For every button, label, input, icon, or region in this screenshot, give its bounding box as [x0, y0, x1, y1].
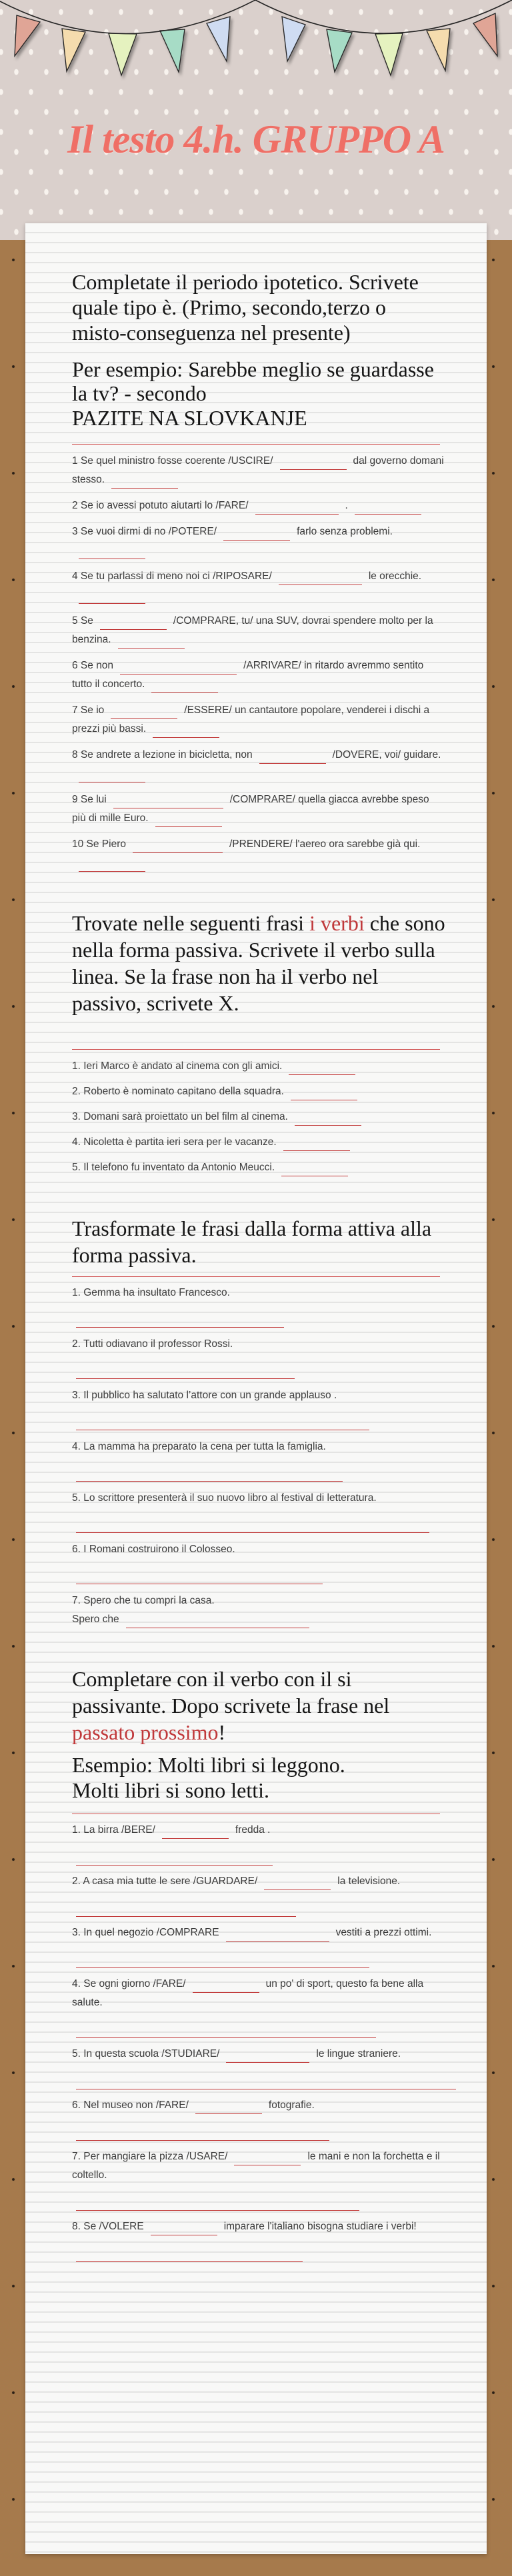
answer-line-input[interactable]	[76, 1559, 323, 1584]
item-text: 10 Se Piero	[72, 838, 126, 850]
item-text: /DOVERE, voi/ guidare.	[332, 749, 441, 760]
exercise-item	[72, 1821, 445, 1840]
item-text: 2. Tutti odiavano il professor Rossi.	[72, 1338, 233, 1350]
item-text: le lingue straniere.	[316, 2048, 401, 2059]
exercise-item	[72, 1386, 445, 1405]
answer-blank-input[interactable]	[155, 817, 222, 827]
exercise-item	[72, 1284, 445, 1302]
item-text: 9 Se lui	[72, 794, 107, 805]
answer-blank-input[interactable]	[79, 862, 145, 872]
item-text: 1. Ieri Marco è andato al cinema con gli amici.	[72, 1060, 283, 1072]
answer-line-input[interactable]	[76, 2236, 303, 2262]
exercise-item	[72, 1158, 445, 1177]
highlighted-text: passato prossimo	[72, 1720, 219, 1744]
item-text: 3 Se vuoi dirmi di no /POTERE/	[72, 526, 217, 537]
item-text: 3. Il pubblico ha salutato l’attore con un grande applauso .	[72, 1390, 337, 1401]
answer-blank-input[interactable]	[151, 2225, 217, 2235]
exercise-item	[72, 1872, 445, 1891]
answer-blank-input[interactable]	[195, 2104, 262, 2114]
pennant	[160, 29, 185, 72]
answer-blank-input[interactable]	[100, 620, 167, 630]
exercise-item	[72, 701, 445, 738]
exercise-item	[72, 1133, 445, 1152]
answer-line-input[interactable]	[76, 2185, 359, 2211]
exercise-item	[72, 567, 445, 605]
exercise-item	[72, 1438, 445, 1456]
exercise-item	[72, 2217, 445, 2236]
exercise-item	[72, 1489, 445, 1508]
item-text: /COMPRARE, tu/ una SUV, dovrai spendere molto per la benzina.	[72, 615, 433, 645]
item-text: 2 Se io avessi potuto aiutarti lo /FARE/	[72, 500, 249, 511]
answer-blank-input[interactable]	[111, 709, 177, 719]
exercise-item	[72, 1975, 445, 2012]
exercise-item	[72, 835, 445, 872]
item-text: 7. Spero che tu compri la casa.	[72, 1595, 215, 1606]
exercise-item	[72, 2147, 445, 2185]
pennant	[327, 29, 352, 72]
item-text: .	[345, 500, 348, 511]
pennant	[109, 33, 137, 75]
item-text: 4. Nicoletta è partita ieri sera per le vacanze.	[72, 1136, 277, 1148]
item-text: la televisione.	[337, 1876, 401, 1887]
answer-blank-input[interactable]	[226, 2053, 309, 2063]
item-text: 1 Se quel ministro fosse coerente /USCIRE/	[72, 455, 273, 467]
bunting-string	[0, 0, 512, 34]
exercise-section	[72, 1666, 445, 2262]
exercise-item	[72, 452, 445, 489]
instruction-text: Completate il periodo ipotetico. Scrivete quale tipo è. (Primo, secondo,terzo o misto-conseguenza nel presente)	[72, 270, 419, 345]
item-text: le mani e non la forchetta e il coltello.	[72, 2151, 440, 2181]
exercise-section	[72, 269, 445, 872]
instruction-example	[72, 357, 445, 405]
instruction-text: Trovate nelle seguenti frasi	[72, 911, 310, 935]
item-text: 5 Se	[72, 615, 93, 627]
instruction-text: !	[218, 1720, 226, 1744]
answer-blank-input[interactable]	[234, 2155, 301, 2165]
answer-line-input[interactable]	[76, 1942, 369, 1968]
exercise-item	[72, 1082, 445, 1101]
item-text: 6. I Romani costruirono il Colosseo.	[72, 1544, 235, 1555]
item-text: fredda .	[235, 1824, 271, 1836]
exercise-item	[72, 1540, 445, 1559]
exercise-item	[72, 1335, 445, 1354]
item-text: 4. Se ogni giorno /FARE/	[72, 1978, 186, 1989]
answer-blank-input[interactable]	[120, 664, 237, 674]
item-text: 6. Nel museo non /FARE/	[72, 2099, 189, 2111]
answer-blank-input[interactable]	[111, 479, 178, 489]
item-text: imparare l'italiano bisogna studiare i verbi!	[223, 2221, 417, 2232]
pennant	[375, 33, 403, 75]
item-text: 1. Gemma ha insultato Francesco.	[72, 1287, 230, 1298]
pennant	[282, 17, 305, 61]
answer-blank-input[interactable]	[255, 505, 339, 515]
item-text: 7 Se io	[72, 704, 105, 716]
exercise-item	[72, 656, 445, 694]
item-text: 1. La birra /BERE/	[72, 1824, 155, 1836]
instruction-text: che sono nella forma passiva. Scrivete il verbo sulla linea. Se la frase non ha il verbo nel passivo, scrivete X.	[72, 911, 445, 1015]
pennant	[427, 29, 450, 71]
exercise-item	[72, 612, 445, 649]
exercise-instructions	[72, 1666, 445, 1746]
pennant	[62, 29, 85, 71]
answer-line-input[interactable]	[76, 1891, 296, 1917]
answer-blank-input[interactable]	[264, 1880, 331, 1890]
instruction-text: Completare con il verbo con il si passivante. Dopo scrivete la frase nel	[72, 1667, 390, 1718]
item-text: Spero che	[72, 1614, 119, 1625]
answer-blank-input[interactable]	[283, 1141, 350, 1151]
item-text: farlo senza problemi.	[297, 526, 393, 537]
answer-blank-input[interactable]	[226, 1932, 329, 1941]
exercise-section	[72, 910, 445, 1177]
answer-blank-input[interactable]	[279, 575, 362, 585]
pennant	[207, 17, 230, 61]
exercise-item	[72, 1057, 445, 1076]
answer-line-input[interactable]	[76, 1840, 273, 1866]
answer-line-input[interactable]	[76, 2063, 456, 2089]
answer-blank-input[interactable]	[355, 505, 421, 515]
item-text: 5. Lo scrittore presenterà il suo nuovo libro al festival di letteratura.	[72, 1492, 377, 1504]
item-text: /COMPRARE/ quella giacca avrebbe speso più di mille Euro.	[72, 794, 429, 824]
answer-line-input[interactable]	[76, 2115, 329, 2141]
answer-blank-input[interactable]	[151, 683, 218, 693]
item-text: 8 Se andrete a lezione in bicicletta, non	[72, 749, 253, 760]
item-text: 2. Roberto è nominato capitano della squadra.	[72, 1086, 284, 1097]
worksheet-content	[72, 269, 445, 2269]
exercise-item	[72, 1592, 445, 1629]
exercise-item	[72, 1924, 445, 1942]
page-title: Il testo 4.h. GRUPPO A	[67, 117, 445, 161]
exercise-section	[72, 1215, 445, 1629]
answer-line-input[interactable]	[76, 1302, 284, 1328]
item-text: 2. A casa mia tutte le sere /GUARDARE/	[72, 1876, 258, 1887]
instruction-example	[72, 405, 445, 431]
item-text: fotografie.	[268, 2099, 315, 2111]
exercise-item	[72, 1108, 445, 1126]
answer-blank-input[interactable]	[193, 1983, 259, 1993]
instruction-text: Molti libri si sono letti.	[72, 1778, 270, 1802]
exercise-item	[72, 523, 445, 560]
instruction-text: Trasformate le frasi dalla forma attiva alla forma passiva.	[72, 1216, 432, 1267]
instruction-text: Per esempio: Sarebbe meglio se guardasse la tv? - secondo	[72, 357, 434, 405]
answer-blank-input[interactable]	[162, 1829, 229, 1839]
answer-blank-input[interactable]	[280, 460, 347, 470]
item-text: /ESSERE/ un cantautore popolare, venderei i dischi a prezzi più bassi.	[72, 704, 430, 734]
answer-blank-input[interactable]	[281, 1166, 348, 1176]
pennant	[473, 13, 497, 56]
highlighted-text: i verbi	[309, 911, 365, 935]
answer-blank-input[interactable]	[153, 728, 219, 738]
answer-blank-input[interactable]	[295, 1116, 361, 1126]
answer-line-input[interactable]	[76, 2012, 376, 2038]
item-text: 7. Per mangiare la pizza /USARE/	[72, 2151, 228, 2162]
answer-line-input[interactable]	[76, 1405, 369, 1430]
exercise-instructions	[72, 1215, 445, 1268]
item-text: dal governo domani stesso.	[72, 455, 444, 485]
exercise-item	[72, 497, 445, 515]
item-text: vestiti a prezzi ottimi.	[335, 1927, 432, 1938]
item-text: 3. Domani sarà proiettato un bel film al cinema.	[72, 1111, 288, 1122]
item-text: /PRENDERE/ l'aereo ora sarebbe già qui.	[229, 838, 421, 850]
answer-blank-input[interactable]	[133, 843, 223, 853]
item-text: 3. In quel negozio /COMPRARE	[72, 1927, 219, 1938]
pennant	[15, 15, 40, 56]
answer-blank-input[interactable]	[79, 772, 145, 782]
bunting-decoration	[0, 0, 512, 87]
exercise-item	[72, 790, 445, 828]
instruction-example	[72, 1752, 445, 1778]
answer-line-input[interactable]	[76, 1508, 429, 1533]
item-text: un po' di sport, questo fa bene alla salute.	[72, 1978, 424, 2008]
exercise-instructions	[72, 910, 445, 1016]
item-text: 6 Se non	[72, 660, 114, 671]
section-divider	[72, 444, 440, 445]
answer-blank-input[interactable]	[113, 798, 223, 808]
answer-blank-input[interactable]	[289, 1065, 355, 1075]
answer-blank-input[interactable]	[79, 594, 145, 604]
exercise-item	[72, 2096, 445, 2115]
item-text: /ARRIVARE/ in ritardo avremmo sentito tutto il concerto.	[72, 660, 424, 690]
answer-blank-input[interactable]	[126, 1618, 309, 1628]
worksheet-paper	[25, 223, 487, 2554]
item-text: 5. Il telefono fu inventato da Antonio Meucci.	[72, 1162, 275, 1173]
exercise-instructions	[72, 269, 445, 345]
item-text: 4. La mamma ha preparato la cena per tutta la famiglia.	[72, 1441, 326, 1452]
instruction-text: Esempio: Molti libri si leggono.	[72, 1753, 345, 1777]
answer-blank-input[interactable]	[291, 1090, 357, 1100]
answer-line-input[interactable]	[76, 1456, 343, 1482]
exercise-item	[72, 746, 445, 783]
section-divider	[72, 1276, 440, 1277]
answer-blank-input[interactable]	[79, 549, 145, 559]
answer-blank-input[interactable]	[223, 531, 290, 541]
item-text: le orecchie.	[368, 571, 422, 582]
answer-line-input[interactable]	[76, 1354, 295, 1379]
answer-blank-input[interactable]	[118, 639, 185, 648]
item-text: 8. Se /VOLERE	[72, 2221, 144, 2232]
section-divider	[72, 1049, 440, 1050]
instruction-text: PAZITE NA SLOVKANJE	[72, 406, 307, 430]
instruction-example	[72, 1778, 445, 1803]
item-text: 4 Se tu parlassi di meno noi ci /RIPOSARE/	[72, 571, 272, 582]
answer-blank-input[interactable]	[259, 754, 326, 764]
item-text: 5. In questa scuola /STUDIARE/	[72, 2048, 220, 2059]
exercise-item	[72, 2045, 445, 2063]
